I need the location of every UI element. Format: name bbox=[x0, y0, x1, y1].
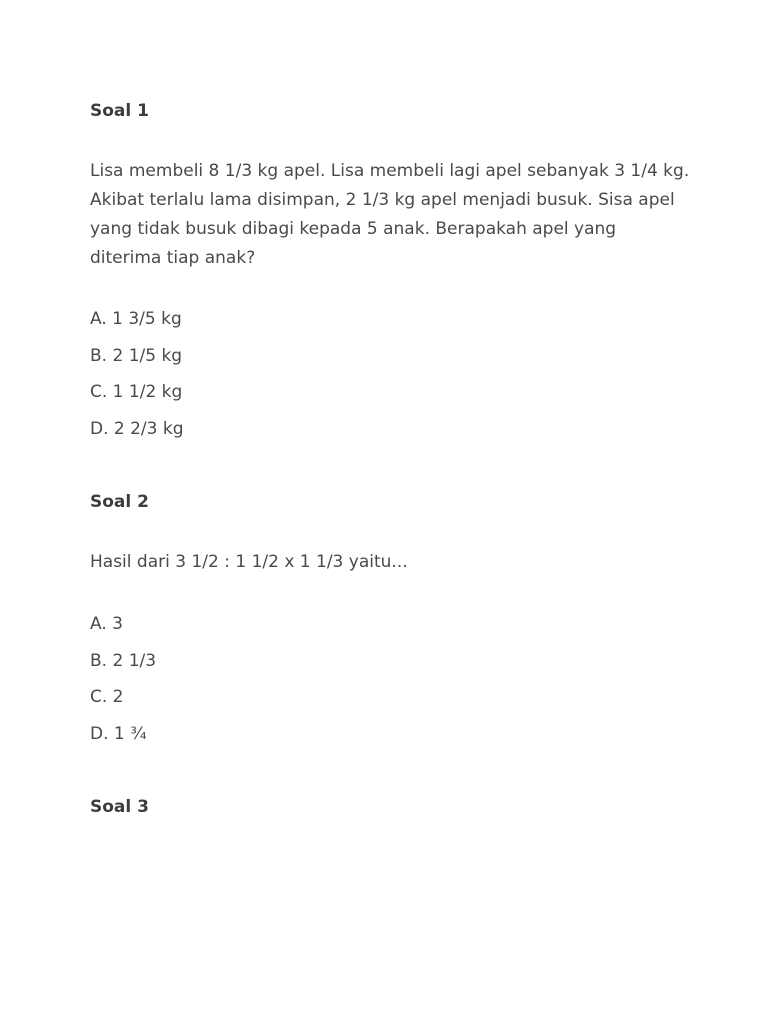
soal-2-question: Hasil dari 3 1/2 : 1 1/2 x 1 1/3 yaitu... bbox=[90, 552, 408, 572]
soal-1-question: Lisa membeli 8 1/3 kg apel. Lisa membeli lagi apel sebanyak 3 1/4 kg. Akibat terlalu lama disimpan, 2 1/3 kg apel menjadi busuk. Sisa apel yang tidak busuk dibagi kepada 5 anak. Berapakah apel yang diterima tiap anak? bbox=[90, 161, 690, 268]
soal-3-title: Soal 3 bbox=[90, 797, 149, 817]
soal-1-title: Soal 1 bbox=[90, 101, 149, 121]
soal-2-title: Soal 2 bbox=[90, 492, 149, 512]
soal-2-option-b: B. 2 1/3 bbox=[90, 650, 157, 671]
soal-2-option-a: A. 3 bbox=[90, 614, 123, 634]
soal-2-option-c: C. 2 bbox=[90, 687, 124, 708]
soal-1-option-b: B. 2 1/5 kg bbox=[90, 345, 183, 366]
soal-1-option-c: C. 1 1/2 kg bbox=[90, 382, 183, 403]
soal-1-option-a: A. 1 3/5 kg bbox=[90, 309, 182, 329]
soal-2-option-d: D. 1 ¾ bbox=[90, 724, 147, 745]
soal-1-option-d: D. 2 2/3 kg bbox=[90, 419, 184, 440]
soal-1-options bbox=[90, 308, 184, 455]
soal-2-options bbox=[90, 613, 156, 760]
